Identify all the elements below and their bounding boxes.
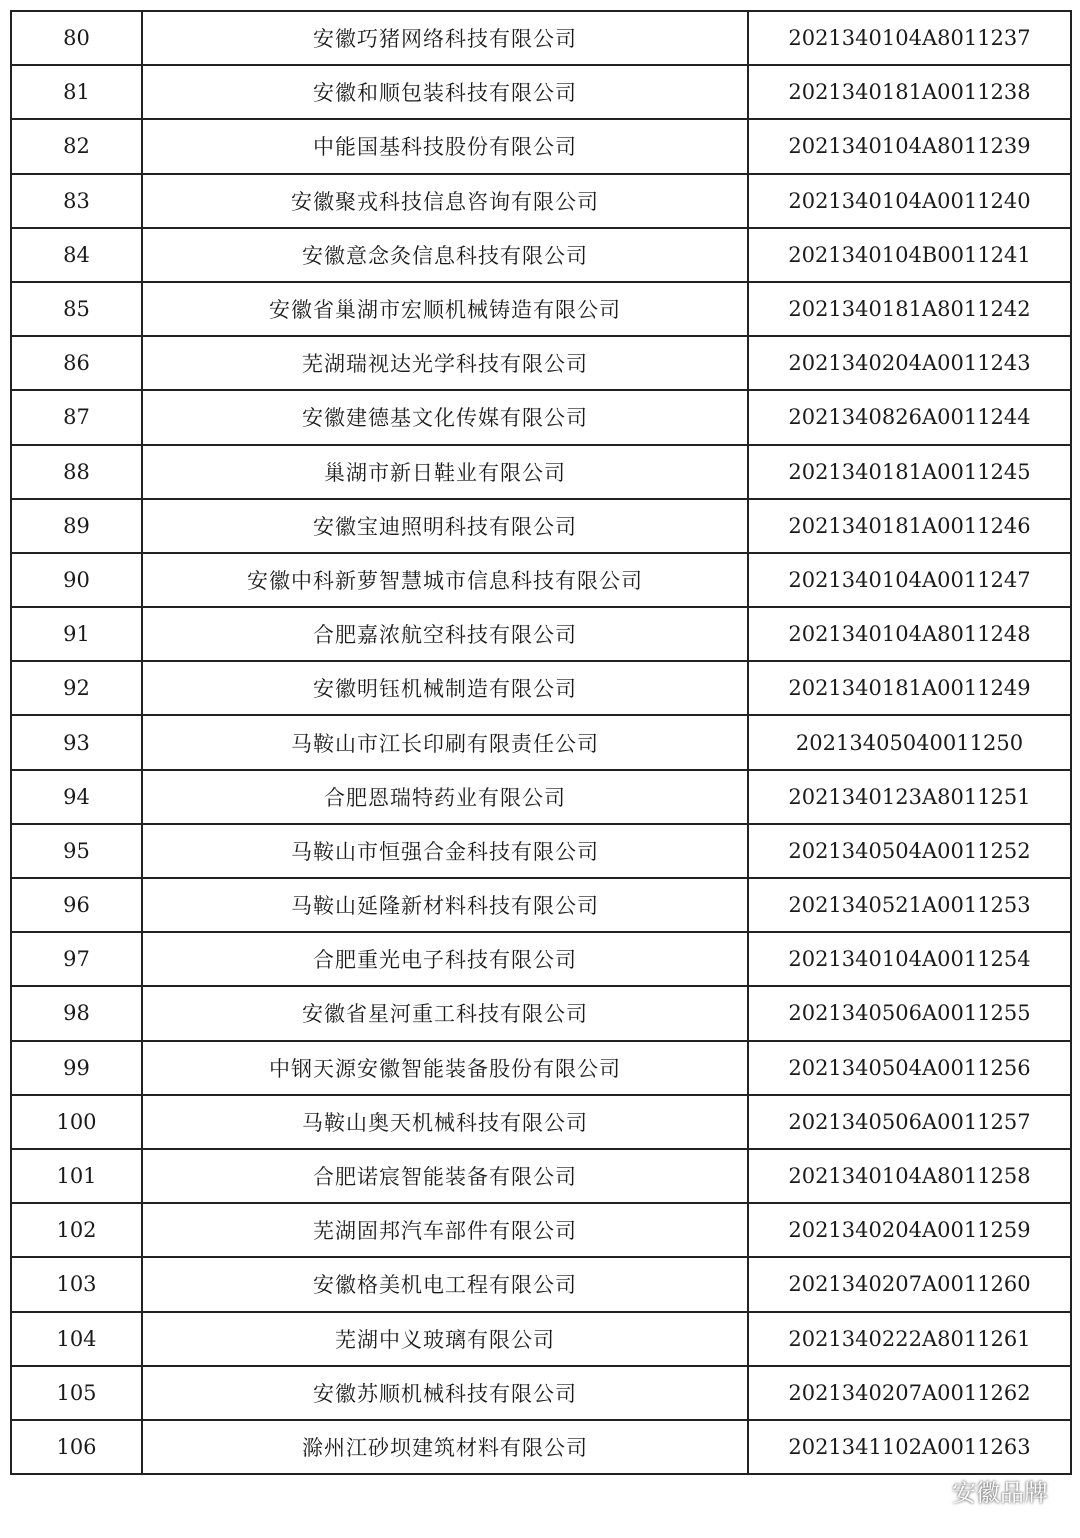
company-name: 安徽中科新萝智慧城市信息科技有限公司 [142,553,748,607]
table-row [11,1149,1071,1203]
table-row [11,1312,1071,1366]
company-name: 合肥诺宸智能装备有限公司 [142,1149,748,1203]
registration-code: 2021340204A0011243 [748,336,1071,390]
row-number: 104 [11,1312,142,1366]
table-row [11,553,1071,607]
row-number: 100 [11,1095,142,1149]
registration-code: 2021340104A0011240 [748,174,1071,228]
table-row [11,445,1071,499]
registration-code: 2021340504A0011252 [748,824,1071,878]
row-number: 94 [11,770,142,824]
company-name: 安徽建德基文化传媒有限公司 [142,390,748,444]
company-name: 马鞍山奥天机械科技有限公司 [142,1095,748,1149]
table-row [11,228,1071,282]
watermark [912,1473,1048,1508]
row-number: 83 [11,174,142,228]
registration-code: 2021340506A0011255 [748,986,1071,1040]
row-number: 95 [11,824,142,878]
row-number: 82 [11,119,142,173]
registration-code: 2021340207A0011260 [748,1257,1071,1311]
registration-code: 2021340123A8011251 [748,770,1071,824]
registration-code: 2021340506A0011257 [748,1095,1071,1149]
row-number: 80 [11,11,142,65]
company-name: 合肥恩瑞特药业有限公司 [142,770,748,824]
row-number: 89 [11,499,142,553]
company-name: 马鞍山市恒强合金科技有限公司 [142,824,748,878]
company-name: 安徽格美机电工程有限公司 [142,1257,748,1311]
row-number: 105 [11,1366,142,1420]
registration-code: 2021340181A0011246 [748,499,1071,553]
company-name: 巢湖市新日鞋业有限公司 [142,445,748,499]
registration-code: 2021340181A8011242 [748,282,1071,336]
registration-code: 2021340222A8011261 [748,1312,1071,1366]
table-row [11,1366,1071,1420]
table-row [11,986,1071,1040]
table-row [11,661,1071,715]
company-name: 中钢天源安徽智能装备股份有限公司 [142,1041,748,1095]
company-name: 安徽省星河重工科技有限公司 [142,986,748,1040]
company-name: 芜湖固邦汽车部件有限公司 [142,1203,748,1257]
table-row [11,1203,1071,1257]
registration-code: 2021340104A8011237 [748,11,1071,65]
row-number: 102 [11,1203,142,1257]
registration-code: 2021340521A0011253 [748,878,1071,932]
table-row [11,715,1071,769]
company-name: 安徽巧猪网络科技有限公司 [142,11,748,65]
company-name: 安徽苏顺机械科技有限公司 [142,1366,748,1420]
registration-code: 2021340104B0011241 [748,228,1071,282]
company-name: 合肥嘉浓航空科技有限公司 [142,607,748,661]
row-number: 88 [11,445,142,499]
registration-code: 20213405040011250 [748,715,1071,769]
table-row [11,1095,1071,1149]
table-row [11,65,1071,119]
table-row [11,336,1071,390]
registration-code: 2021340504A0011256 [748,1041,1071,1095]
table-row [11,932,1071,986]
company-name: 马鞍山延隆新材料科技有限公司 [142,878,748,932]
row-number: 92 [11,661,142,715]
table-row [11,390,1071,444]
row-number: 99 [11,1041,142,1095]
registration-code: 2021340104A8011248 [748,607,1071,661]
row-number: 106 [11,1420,142,1474]
company-name: 安徽省巢湖市宏顺机械铸造有限公司 [142,282,748,336]
row-number: 96 [11,878,142,932]
row-number: 93 [11,715,142,769]
company-name: 芜湖瑞视达光学科技有限公司 [142,336,748,390]
registration-code: 2021341102A0011263 [748,1420,1071,1474]
row-number: 97 [11,932,142,986]
row-number: 85 [11,282,142,336]
row-number: 90 [11,553,142,607]
company-name: 安徽聚戎科技信息咨询有限公司 [142,174,748,228]
registration-code: 2021340181A0011245 [748,445,1071,499]
row-number: 103 [11,1257,142,1311]
registration-code: 2021340104A8011239 [748,119,1071,173]
registration-code: 2021340104A0011254 [748,932,1071,986]
registration-code: 2021340181A0011249 [748,661,1071,715]
company-name: 马鞍山市江长印刷有限责任公司 [142,715,748,769]
company-name: 合肥重光电子科技有限公司 [142,932,748,986]
table-row [11,1041,1071,1095]
registration-code: 2021340181A0011238 [748,65,1071,119]
row-number: 86 [11,336,142,390]
company-table [10,10,1072,1475]
wechat-icon [912,1477,946,1505]
table-row [11,174,1071,228]
row-number: 84 [11,228,142,282]
table-row [11,499,1071,553]
company-table-container [10,10,1070,1475]
table-row [11,1257,1071,1311]
company-name: 安徽明钰机械制造有限公司 [142,661,748,715]
company-name: 安徽意念灸信息科技有限公司 [142,228,748,282]
table-row [11,1420,1071,1474]
row-number: 87 [11,390,142,444]
row-number: 91 [11,607,142,661]
table-row [11,607,1071,661]
registration-code: 2021340207A0011262 [748,1366,1071,1420]
row-number: 81 [11,65,142,119]
company-name: 中能国基科技股份有限公司 [142,119,748,173]
registration-code: 2021340104A8011258 [748,1149,1071,1203]
registration-code: 2021340826A0011244 [748,390,1071,444]
company-name: 滁州江砂坝建筑材料有限公司 [142,1420,748,1474]
table-row [11,282,1071,336]
table-row [11,119,1071,173]
registration-code: 2021340204A0011259 [748,1203,1071,1257]
watermark-text: 安徽品牌 [952,1479,1048,1507]
row-number: 98 [11,986,142,1040]
company-name: 安徽宝迪照明科技有限公司 [142,499,748,553]
table-row [11,11,1071,65]
table-row [11,770,1071,824]
company-table-body [11,11,1071,1474]
company-name: 芜湖中义玻璃有限公司 [142,1312,748,1366]
registration-code: 2021340104A0011247 [748,553,1071,607]
table-row [11,878,1071,932]
company-name: 安徽和顺包装科技有限公司 [142,65,748,119]
table-row [11,824,1071,878]
row-number: 101 [11,1149,142,1203]
